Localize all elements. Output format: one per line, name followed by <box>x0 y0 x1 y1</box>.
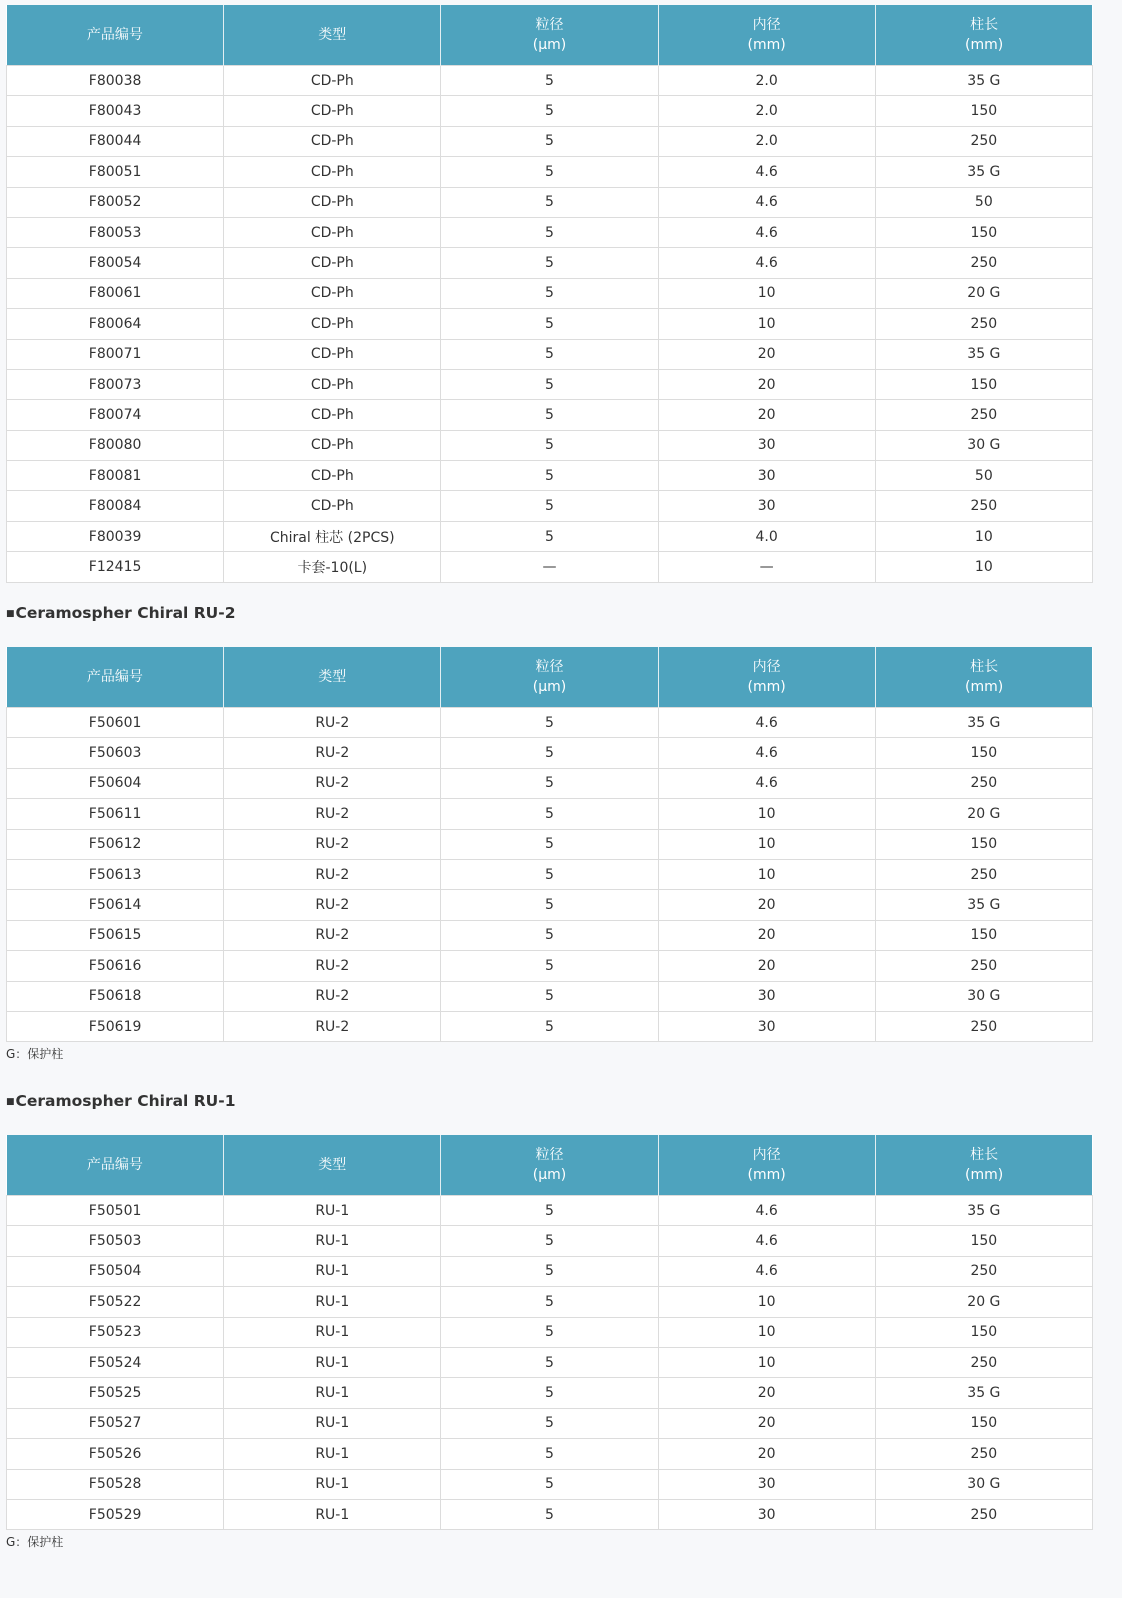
header-inner-diameter: 内径 (mm) <box>658 647 875 708</box>
cell-particle-size: 5 <box>441 1439 658 1469</box>
cell-column-length: 250 <box>875 400 1092 430</box>
cell-product-code: F80071 <box>7 339 224 369</box>
cell-product-code: F80080 <box>7 430 224 460</box>
table-header-row <box>7 647 1093 708</box>
cell-product-code: F50501 <box>7 1196 224 1226</box>
cell-type: CD-Ph <box>224 66 441 96</box>
cell-product-code: F80061 <box>7 278 224 308</box>
cell-column-length: 150 <box>875 369 1092 399</box>
cell-type: CD-Ph <box>224 126 441 156</box>
cell-type: RU-1 <box>224 1256 441 1286</box>
cell-inner-diameter: 30 <box>658 981 875 1011</box>
table-row <box>7 1469 1093 1499</box>
cell-type: RU-2 <box>224 799 441 829</box>
cell-particle-size: 5 <box>441 890 658 920</box>
cell-product-code: F50522 <box>7 1287 224 1317</box>
cell-particle-size: 5 <box>441 461 658 491</box>
cell-product-code: F50527 <box>7 1408 224 1438</box>
header-type: 类型 <box>224 1135 441 1196</box>
cell-type: RU-1 <box>224 1196 441 1226</box>
cell-product-code: F50526 <box>7 1439 224 1469</box>
cell-inner-diameter: 4.6 <box>658 217 875 247</box>
cell-column-length: 30 G <box>875 1469 1092 1499</box>
cell-particle-size: 5 <box>441 1196 658 1226</box>
cell-type: CD-Ph <box>224 278 441 308</box>
header-product-code: 产品编号 <box>7 5 224 66</box>
table-row <box>7 400 1093 430</box>
cell-column-length: 30 G <box>875 430 1092 460</box>
cell-column-length: 50 <box>875 461 1092 491</box>
cell-column-length: 35 G <box>875 1378 1092 1408</box>
table-row <box>7 309 1093 339</box>
cell-particle-size: 5 <box>441 491 658 521</box>
table-row <box>7 859 1093 889</box>
table-row <box>7 890 1093 920</box>
cell-inner-diameter: 4.6 <box>658 157 875 187</box>
cell-inner-diameter: 20 <box>658 1439 875 1469</box>
cell-inner-diameter: 10 <box>658 799 875 829</box>
section-title-ru-2: ■Ceramospher Chiral RU-2 <box>6 604 236 622</box>
cell-inner-diameter: 10 <box>658 859 875 889</box>
cell-particle-size: 5 <box>441 1469 658 1499</box>
cell-inner-diameter: 4.6 <box>658 1196 875 1226</box>
table-row <box>7 430 1093 460</box>
cell-product-code: F50613 <box>7 859 224 889</box>
header-inner-diameter: 内径 (mm) <box>658 1135 875 1196</box>
cell-column-length: 250 <box>875 491 1092 521</box>
cell-column-length: 35 G <box>875 66 1092 96</box>
table-row <box>7 96 1093 126</box>
cell-column-length: 250 <box>875 126 1092 156</box>
cell-particle-size: 5 <box>441 96 658 126</box>
table-row <box>7 799 1093 829</box>
table-row <box>7 339 1093 369</box>
cell-inner-diameter: 30 <box>658 1499 875 1529</box>
cell-column-length: 35 G <box>875 157 1092 187</box>
cell-product-code: F50529 <box>7 1499 224 1529</box>
table-row <box>7 278 1093 308</box>
cell-particle-size: 5 <box>441 708 658 738</box>
cell-type: CD-Ph <box>224 96 441 126</box>
table-block-ru-1 <box>0 1135 1093 1530</box>
cell-type: RU-2 <box>224 768 441 798</box>
cell-type: RU-1 <box>224 1287 441 1317</box>
cell-column-length: 250 <box>875 859 1092 889</box>
table-row <box>7 248 1093 278</box>
table-row <box>7 1317 1093 1347</box>
cell-particle-size: 5 <box>441 1317 658 1347</box>
cell-particle-size: 5 <box>441 278 658 308</box>
spec-table-ru-1 <box>6 1135 1093 1530</box>
cell-type: CD-Ph <box>224 400 441 430</box>
table-row <box>7 1408 1093 1438</box>
table-row <box>7 951 1093 981</box>
cell-inner-diameter: 10 <box>658 829 875 859</box>
cell-particle-size: — <box>441 552 658 582</box>
table-row <box>7 768 1093 798</box>
cell-inner-diameter: — <box>658 552 875 582</box>
cell-column-length: 250 <box>875 1499 1092 1529</box>
cell-inner-diameter: 2.0 <box>658 96 875 126</box>
cell-product-code: F80074 <box>7 400 224 430</box>
cell-particle-size: 5 <box>441 920 658 950</box>
cell-inner-diameter: 30 <box>658 1011 875 1041</box>
cell-column-length: 35 G <box>875 339 1092 369</box>
cell-inner-diameter: 4.0 <box>658 521 875 551</box>
square-bullet-icon: ■ <box>6 1096 15 1107</box>
header-column-length: 柱长 (mm) <box>875 1135 1092 1196</box>
cell-particle-size: 5 <box>441 339 658 369</box>
header-column-length: 柱长 (mm) <box>875 5 1092 66</box>
table-row <box>7 1196 1093 1226</box>
cell-product-code: F80038 <box>7 66 224 96</box>
table-block-ru-2 <box>0 647 1093 1042</box>
cell-column-length: 30 G <box>875 981 1092 1011</box>
table-row <box>7 491 1093 521</box>
cell-type: RU-1 <box>224 1347 441 1377</box>
cell-particle-size: 5 <box>441 1011 658 1041</box>
header-product-code: 产品编号 <box>7 1135 224 1196</box>
cell-inner-diameter: 2.0 <box>658 126 875 156</box>
cell-type: CD-Ph <box>224 369 441 399</box>
cell-particle-size: 5 <box>441 1287 658 1317</box>
cell-particle-size: 5 <box>441 126 658 156</box>
header-column-length: 柱长 (mm) <box>875 647 1092 708</box>
cell-type: RU-1 <box>224 1378 441 1408</box>
table-row <box>7 521 1093 551</box>
cell-product-code: F50616 <box>7 951 224 981</box>
header-particle-size: 粒径 (μm) <box>441 5 658 66</box>
cell-type: CD-Ph <box>224 491 441 521</box>
cell-column-length: 35 G <box>875 1196 1092 1226</box>
cell-particle-size: 5 <box>441 217 658 247</box>
cell-product-code: F50528 <box>7 1469 224 1499</box>
cell-type: CD-Ph <box>224 187 441 217</box>
cell-product-code: F50601 <box>7 708 224 738</box>
cell-product-code: F80051 <box>7 157 224 187</box>
cell-inner-diameter: 20 <box>658 920 875 950</box>
cell-type: RU-2 <box>224 859 441 889</box>
header-type: 类型 <box>224 647 441 708</box>
table-row <box>7 829 1093 859</box>
cell-column-length: 250 <box>875 951 1092 981</box>
cell-inner-diameter: 30 <box>658 461 875 491</box>
cell-type: CD-Ph <box>224 217 441 247</box>
cell-column-length: 150 <box>875 1408 1092 1438</box>
cell-inner-diameter: 4.6 <box>658 738 875 768</box>
table-block-cd-ph <box>0 5 1122 587</box>
cell-type: CD-Ph <box>224 157 441 187</box>
cell-inner-diameter: 4.6 <box>658 768 875 798</box>
cell-product-code: F80073 <box>7 369 224 399</box>
cell-product-code: F50612 <box>7 829 224 859</box>
cell-inner-diameter: 30 <box>658 430 875 460</box>
cell-product-code: F80044 <box>7 126 224 156</box>
cell-column-length: 150 <box>875 96 1092 126</box>
cell-inner-diameter: 4.6 <box>658 1226 875 1256</box>
cell-inner-diameter: 20 <box>658 400 875 430</box>
cell-column-length: 250 <box>875 1011 1092 1041</box>
cell-type: RU-1 <box>224 1439 441 1469</box>
cell-type: CD-Ph <box>224 248 441 278</box>
cell-particle-size: 5 <box>441 1347 658 1377</box>
cell-type: RU-1 <box>224 1317 441 1347</box>
table-row <box>7 552 1093 582</box>
cell-product-code: F50618 <box>7 981 224 1011</box>
cell-type: RU-2 <box>224 920 441 950</box>
cell-product-code: F50615 <box>7 920 224 950</box>
cell-product-code: F80064 <box>7 309 224 339</box>
table-row <box>7 126 1093 156</box>
cell-product-code: F50525 <box>7 1378 224 1408</box>
cell-inner-diameter: 20 <box>658 951 875 981</box>
cell-particle-size: 5 <box>441 981 658 1011</box>
cell-inner-diameter: 20 <box>658 339 875 369</box>
cell-column-length: 250 <box>875 1439 1092 1469</box>
cell-inner-diameter: 20 <box>658 369 875 399</box>
cell-inner-diameter: 2.0 <box>658 66 875 96</box>
cell-column-length: 250 <box>875 248 1092 278</box>
table-row <box>7 66 1093 96</box>
table-row <box>7 217 1093 247</box>
cell-type: RU-1 <box>224 1226 441 1256</box>
table-row <box>7 1439 1093 1469</box>
cell-product-code: F12415 <box>7 552 224 582</box>
cell-column-length: 20 G <box>875 278 1092 308</box>
cell-product-code: F50524 <box>7 1347 224 1377</box>
cell-particle-size: 5 <box>441 187 658 217</box>
cell-particle-size: 5 <box>441 430 658 460</box>
cell-particle-size: 5 <box>441 1256 658 1286</box>
table-body <box>7 708 1093 1042</box>
cell-column-length: 250 <box>875 1347 1092 1377</box>
cell-type: RU-2 <box>224 890 441 920</box>
cell-product-code: F80043 <box>7 96 224 126</box>
cell-column-length: 20 G <box>875 799 1092 829</box>
table-row <box>7 1378 1093 1408</box>
cell-product-code: F50603 <box>7 738 224 768</box>
cell-inner-diameter: 10 <box>658 1287 875 1317</box>
table-row <box>7 461 1093 491</box>
cell-inner-diameter: 4.6 <box>658 187 875 217</box>
table-row <box>7 1499 1093 1529</box>
cell-column-length: 250 <box>875 768 1092 798</box>
cell-type: RU-1 <box>224 1408 441 1438</box>
cell-inner-diameter: 30 <box>658 1469 875 1499</box>
table-row <box>7 920 1093 950</box>
cell-type: Chiral 柱芯 (2PCS) <box>224 521 441 551</box>
table-row <box>7 1287 1093 1317</box>
cell-particle-size: 5 <box>441 400 658 430</box>
table-row <box>7 1256 1093 1286</box>
cell-type: RU-2 <box>224 951 441 981</box>
cell-particle-size: 5 <box>441 1499 658 1529</box>
cell-inner-diameter: 30 <box>658 491 875 521</box>
table-row <box>7 157 1093 187</box>
cell-particle-size: 5 <box>441 66 658 96</box>
cell-column-length: 150 <box>875 1226 1092 1256</box>
cell-column-length: 150 <box>875 1317 1092 1347</box>
table-header-row <box>7 1135 1093 1196</box>
cell-particle-size: 5 <box>441 768 658 798</box>
spec-table-ru-2 <box>6 647 1093 1042</box>
cell-inner-diameter: 20 <box>658 1408 875 1438</box>
cell-product-code: F80054 <box>7 248 224 278</box>
cell-particle-size: 5 <box>441 1408 658 1438</box>
header-particle-size: 粒径 (μm) <box>441 1135 658 1196</box>
cell-product-code: F50611 <box>7 799 224 829</box>
cell-type: CD-Ph <box>224 461 441 491</box>
cell-product-code: F50503 <box>7 1226 224 1256</box>
header-product-code: 产品编号 <box>7 647 224 708</box>
cell-product-code: F80039 <box>7 521 224 551</box>
footnote-guard-column: G：保护柱 <box>6 1535 64 1549</box>
cell-product-code: F50604 <box>7 768 224 798</box>
cell-column-length: 250 <box>875 309 1092 339</box>
cell-column-length: 150 <box>875 920 1092 950</box>
header-inner-diameter: 内径 (mm) <box>658 5 875 66</box>
cell-inner-diameter: 20 <box>658 1378 875 1408</box>
cell-particle-size: 5 <box>441 157 658 187</box>
cell-inner-diameter: 4.6 <box>658 708 875 738</box>
table-row <box>7 708 1093 738</box>
cell-product-code: F50523 <box>7 1317 224 1347</box>
table-row <box>7 1226 1093 1256</box>
cell-column-length: 150 <box>875 829 1092 859</box>
cell-type: RU-2 <box>224 708 441 738</box>
spec-table-cd-ph <box>6 5 1093 583</box>
table-row <box>7 1347 1093 1377</box>
cell-type: RU-2 <box>224 738 441 768</box>
cell-type: 卡套-10(L) <box>224 552 441 582</box>
cell-product-code: F80052 <box>7 187 224 217</box>
cell-type: RU-2 <box>224 1011 441 1041</box>
cell-particle-size: 5 <box>441 859 658 889</box>
cell-column-length: 250 <box>875 1256 1092 1286</box>
cell-particle-size: 5 <box>441 369 658 399</box>
cell-type: CD-Ph <box>224 339 441 369</box>
header-particle-size: 粒径 (μm) <box>441 647 658 708</box>
cell-inner-diameter: 4.6 <box>658 1256 875 1286</box>
cell-column-length: 10 <box>875 552 1092 582</box>
cell-particle-size: 5 <box>441 248 658 278</box>
cell-column-length: 150 <box>875 217 1092 247</box>
cell-column-length: 35 G <box>875 890 1092 920</box>
table-row <box>7 369 1093 399</box>
table-row <box>7 1011 1093 1041</box>
square-bullet-icon: ■ <box>6 608 15 619</box>
section-title-ru-1: ■Ceramospher Chiral RU-1 <box>6 1092 236 1110</box>
cell-inner-diameter: 10 <box>658 309 875 339</box>
table-header-row <box>7 5 1093 66</box>
cell-column-length: 50 <box>875 187 1092 217</box>
cell-type: RU-2 <box>224 981 441 1011</box>
cell-particle-size: 5 <box>441 799 658 829</box>
table-row <box>7 981 1093 1011</box>
cell-particle-size: 5 <box>441 521 658 551</box>
cell-particle-size: 5 <box>441 1226 658 1256</box>
table-row <box>7 187 1093 217</box>
cell-inner-diameter: 20 <box>658 890 875 920</box>
cell-inner-diameter: 10 <box>658 278 875 308</box>
cell-type: RU-1 <box>224 1469 441 1499</box>
cell-product-code: F50614 <box>7 890 224 920</box>
cell-product-code: F80081 <box>7 461 224 491</box>
table-row <box>7 738 1093 768</box>
cell-particle-size: 5 <box>441 951 658 981</box>
footnote-guard-column: G：保护柱 <box>6 1047 64 1061</box>
cell-product-code: F80084 <box>7 491 224 521</box>
cell-type: CD-Ph <box>224 430 441 460</box>
cell-type: RU-1 <box>224 1499 441 1529</box>
header-type: 类型 <box>224 5 441 66</box>
cell-column-length: 35 G <box>875 708 1092 738</box>
cell-product-code: F50619 <box>7 1011 224 1041</box>
table-body <box>7 66 1093 583</box>
cell-inner-diameter: 10 <box>658 1347 875 1377</box>
table-body <box>7 1196 1093 1530</box>
cell-column-length: 20 G <box>875 1287 1092 1317</box>
cell-product-code: F50504 <box>7 1256 224 1286</box>
cell-type: RU-2 <box>224 829 441 859</box>
cell-particle-size: 5 <box>441 829 658 859</box>
cell-type: CD-Ph <box>224 309 441 339</box>
cell-inner-diameter: 10 <box>658 1317 875 1347</box>
cell-particle-size: 5 <box>441 1378 658 1408</box>
cell-column-length: 10 <box>875 521 1092 551</box>
cell-column-length: 150 <box>875 738 1092 768</box>
cell-particle-size: 5 <box>441 738 658 768</box>
cell-inner-diameter: 4.6 <box>658 248 875 278</box>
cell-product-code: F80053 <box>7 217 224 247</box>
cell-particle-size: 5 <box>441 309 658 339</box>
